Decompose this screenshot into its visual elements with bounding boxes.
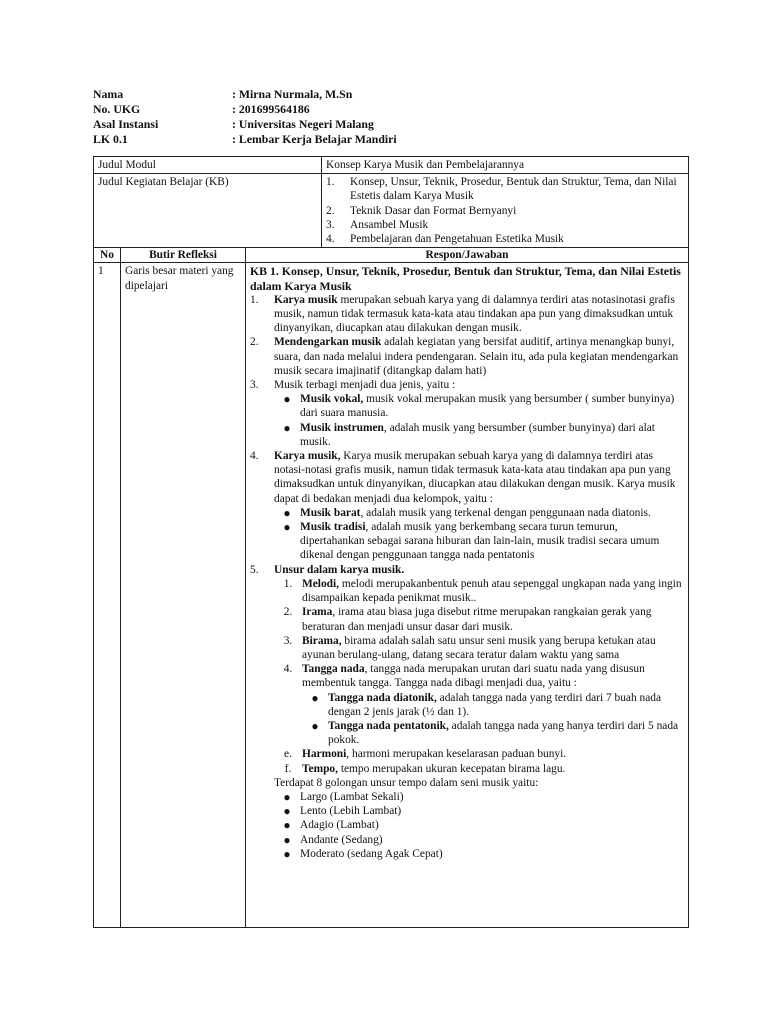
- header-row-no-ukg: [93, 102, 397, 117]
- header-label: No. UKG: [93, 102, 141, 116]
- bullet-icon: ●: [283, 804, 291, 819]
- bullet-icon: ●: [311, 690, 319, 705]
- bullet-icon: ●: [283, 846, 291, 861]
- sub-list-item: 4. Tangga nada, tangga nada merupakan urutan dari suatu nada yang disusun membentuk tangga. Tangga nada dibagi menjadi dua, yaitu : ● Tangga nada diatonik, adalah tangga nada yang terdiri dari 7 buah nada dengan 2 jenis jarak (½ dan 1). ● Tangga nada pentatonik, adalah tangga nada yang hanya terdiri dari 5 nada pokok.: [274, 662, 684, 747]
- tempo-item: ● Largo (Lambat Sekali): [274, 790, 684, 804]
- bullet-icon: ●: [283, 505, 291, 520]
- header-row-nama: [93, 87, 397, 102]
- header-label: LK 0.1: [93, 132, 128, 146]
- tempo-item: ● Andante (Sedang): [274, 833, 684, 847]
- bullet-icon: ●: [283, 392, 291, 407]
- sub-list-item: e. Harmoni, harmoni merupakan keselarasan paduan bunyi.: [284, 748, 567, 761]
- header-value: : Lembar Kerja Belajar Mandiri: [232, 132, 397, 146]
- table-header-row: [94, 248, 689, 263]
- col-header-respon: Respon/Jawaban: [246, 248, 689, 263]
- header-row-asal-instansi: [93, 117, 397, 132]
- bullet-icon: ●: [283, 789, 291, 804]
- bullet-item: ● Musik instrumen, adalah musik yang bersumber (sumber bunyinya) dari alat musik.: [274, 421, 684, 449]
- bullet-item: ● Tangga nada pentatonik, adalah tangga nada yang hanya terdiri dari 5 nada pokok.: [302, 719, 684, 747]
- response-cell: [246, 263, 689, 928]
- header-value: : Universitas Negeri Malang: [232, 117, 374, 131]
- list-item: 2. Mendengarkan musik adalah kegiatan yang bersifat auditif, artinya menangkap bunyi, suara, dan nada melalui indera pendengaran. Selain itu, ada pula kegiatan mendengarkan musik secara imajinatif (ditangkap dalam hati): [250, 336, 679, 377]
- sub-list-item: 3. Birama, birama adalah salah satu unsur seni musik yang berupa ketukan atau ayunan berulang-ulang, datang secara teratur dalam waktu yang sama: [283, 634, 656, 661]
- bullet-item: ● Tangga nada diatonik, adalah tangga nada yang terdiri dari 7 buah nada dengan 2 jenis jarak (½ dan 1).: [302, 691, 684, 719]
- sub-list-item: 2. Irama, irama atau biasa juga disebut ritme merupakan rangkaian gerak yang beraturan dan menjadi unsur dasar dari musik.: [283, 606, 652, 633]
- bullet-item: ● Musik barat, adalah musik yang terkenal dengan penggunaan nada diatonis.: [274, 506, 684, 520]
- bullet-icon: ●: [311, 718, 319, 733]
- list-item: 1. Konsep, Unsur, Teknik, Prosedur, Bentuk dan Struktur, Tema, dan Nilai Estetis dalam Karya Musik: [326, 176, 677, 203]
- header-value: : 201699564186: [232, 102, 310, 116]
- table-row: [94, 263, 689, 928]
- table-row-judul-modul: [94, 157, 689, 174]
- worksheet-table: [93, 156, 689, 928]
- list-item: 3. Ansambel Musik: [326, 218, 429, 231]
- row-number: 1: [94, 263, 121, 928]
- identity-header: [93, 87, 397, 147]
- list-item: 4. Karya musik, Karya musik merupakan sebuah karya yang di dalamnya terdiri atas notasi-notasi grafis musik, namun tidak termasuk kata-kata atau tindakan apa pun yang dimaksudkan untuk dinyanyikan, diucapkan atau dilakukan dengan musik. Karya musik dapat di bedakan menjadi dua kelompok, yaitu : ● Musik barat, adalah musik yang terkenal dengan penggunaan nada diatonis. ● Musik tradisi, adalah musik yang berkembang secara turun temurun, dipertahankan sebagai sarana hiburan dan lain-lain, musik tradisi secara umum dikenal dengan penggunaan tangga nada pentatonis: [250, 449, 684, 563]
- row-butir: Garis besar materi yang dipelajari: [121, 263, 246, 928]
- list-item: 1. Karya musik merupakan sebuah karya yang di dalamnya terdiri atas notasinotasi grafis musik, namun tidak termasuk kata-kata atau tindakan apa pun yang dimaksudkan untuk dinyanyikan, diucapkan atau dilakukan dengan musik.: [250, 293, 675, 335]
- bullet-icon: ●: [283, 420, 291, 435]
- tempo-item: ● Lento (Lebih Lambat): [274, 804, 684, 818]
- kb-title: KB 1. Konsep, Unsur, Teknik, Prosedur, Bentuk dan Struktur, Tema, dan Nilai Estetis dalam Karya Musik: [250, 264, 681, 293]
- kb-label: Judul Kegiatan Belajar (KB): [94, 174, 322, 248]
- col-header-butir: Butir Refleksi: [121, 248, 246, 263]
- bullet-item: ● Musik tradisi, adalah musik yang berkembang secara turun temurun, dipertahankan sebagai sarana hiburan dan lain-lain, musik tradisi secara umum dikenal dengan penggunaan tangga nada pentatonis: [274, 520, 684, 563]
- tempo-item: ● Moderato (sedang Agak Cepat): [274, 847, 684, 861]
- bullet-icon: ●: [283, 520, 291, 535]
- header-label: Nama: [93, 87, 124, 101]
- header-row-lk: [93, 132, 397, 147]
- header-label: Asal Instansi: [93, 117, 159, 131]
- list-item: 2. Teknik Dasar dan Format Bernyanyi: [326, 204, 517, 217]
- list-item: 3. Musik terbagi menjadi dua jenis, yaitu : ● Musik vokal, musik vokal merupakan musik yang bersumber ( sumber bunyinya) dari suara manusia. ● Musik instrumen, adalah musik yang bersumber (sumber bunyinya) dari alat musik.: [250, 378, 684, 449]
- tempo-item: ● Adagio (Lambat): [274, 818, 684, 832]
- kb-list-cell: [322, 174, 689, 248]
- header-value: : Mirna Nurmala, M.Sn: [232, 87, 353, 101]
- bullet-icon: ●: [283, 832, 291, 847]
- col-header-no: No: [94, 248, 121, 263]
- sub-list-item: f. Tempo, tempo merupakan ukuran kecepatan birama lagu.: [284, 762, 566, 775]
- bullet-item: ● Musik vokal, musik vokal merupakan musik yang bersumber ( sumber bunyinya) dari suara manusia.: [274, 392, 684, 420]
- tempo-intro: Terdapat 8 golongan unsur tempo dalam seni musik yaitu:: [274, 776, 539, 789]
- judul-modul-label: Judul Modul: [94, 157, 322, 174]
- list-item: 5. Unsur dalam karya musik. 1. Melodi, melodi merupakanbentuk penuh atau sepenggal ungkapan nada yang ingin disampaikan kepada penikmat musik.. 2. Irama, irama atau biasa juga disebut ritme merupakan rangkaian gerak yang beraturan dan menjadi unsur dasar dari musik. 3. Birama, birama adalah salah satu unsur seni musik yang berupa ketukan atau ayunan berulang-ulang, datang secara teratur dalam waktu yang sama 4. Tangga nada, tangga nada merupakan urutan dari suatu nada yang disusun membentuk tangga. Tangga nada dibagi menjadi dua, yaitu : ● Tangga nada diatonik, adalah tangga nada yang terdiri dari 7 buah nada dengan 2 jenis jarak (½ dan 1). ● Tangga nada pentatonik, adalah tangga nada yang hanya terdiri dari 5 nada pokok. e. Harmoni, harmoni merupakan keselarasan paduan bunyi. f. Tempo, tempo merupakan ukuran kecepatan birama lagu. Terdapat 8 golongan unsur tempo dalam seni musik yaitu: ● Largo (Lambat Sekali) ● Lento (Lebih Lambat) ● Adagio (Lambat) ● Andante (Sedang) ● Moderato (sedang Agak Cepat): [250, 563, 684, 861]
- bullet-icon: ●: [283, 818, 291, 833]
- sub-list-item: 1. Melodi, melodi merupakanbentuk penuh atau sepenggal ungkapan nada yang ingin disampaikan kepada penikmat musik..: [283, 577, 682, 605]
- list-item: 4. Pembelajaran dan Pengetahuan Estetika Musik: [326, 233, 564, 246]
- table-row-kegiatan-belajar: [94, 174, 689, 248]
- judul-modul-value: Konsep Karya Musik dan Pembelajarannya: [322, 157, 689, 174]
